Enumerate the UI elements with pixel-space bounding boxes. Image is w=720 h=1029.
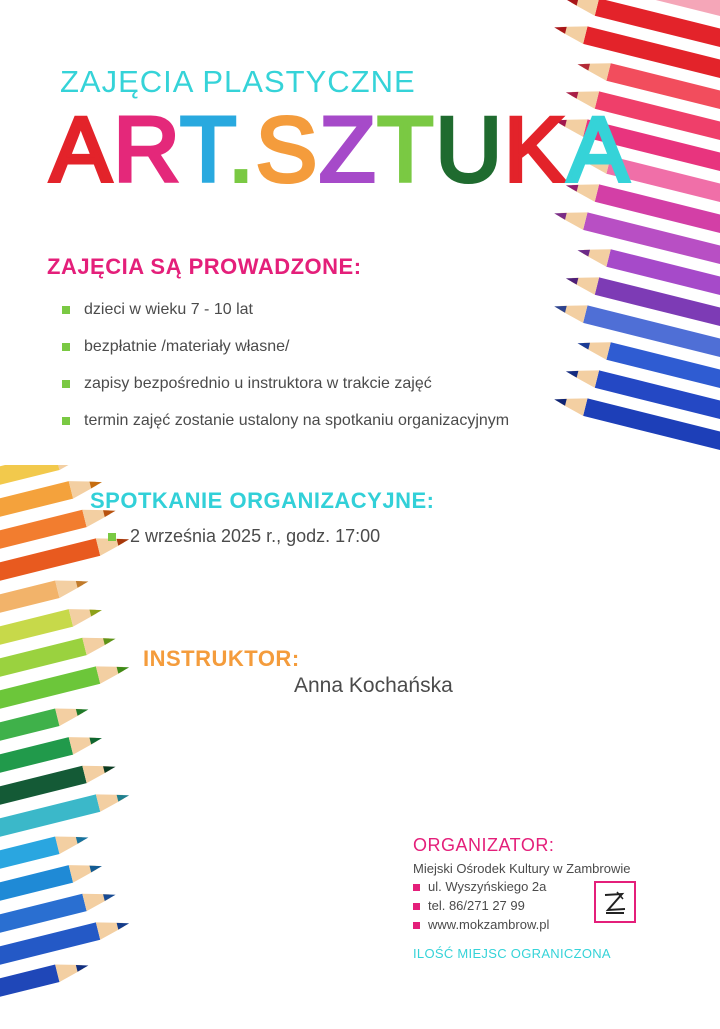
title-letter: Z bbox=[319, 99, 378, 201]
organizer-heading: ORGANIZATOR: bbox=[413, 835, 555, 855]
title-letter: R bbox=[113, 99, 181, 201]
title-letter: U bbox=[435, 99, 504, 201]
bullet-square-icon bbox=[413, 884, 420, 891]
title-letter: T bbox=[180, 99, 229, 201]
title-letter: . bbox=[228, 99, 256, 201]
list-item: zapisy bezpośrednio u instruktora w trakcie zajęć bbox=[62, 374, 509, 411]
title-letter: K bbox=[503, 99, 568, 201]
main-title bbox=[50, 99, 631, 201]
contact-phone: tel. 86/271 27 99 bbox=[413, 897, 549, 916]
mok-logo-icon bbox=[594, 881, 636, 923]
pencils-top-right-icon bbox=[540, 0, 720, 470]
bullet-square-icon bbox=[62, 417, 70, 425]
meeting-date: 2 września 2025 r., godz. 17:00 bbox=[108, 526, 380, 547]
details-heading: ZAJĘCIA SĄ PROWADZONE: bbox=[47, 254, 362, 279]
organizer-contacts bbox=[413, 878, 549, 935]
bullet-square-icon bbox=[108, 533, 116, 541]
bullet-square-icon bbox=[62, 343, 70, 351]
pencil-icon bbox=[0, 957, 91, 1004]
bullet-square-icon bbox=[413, 922, 420, 929]
contact-website[interactable]: www.mokzambrow.pl bbox=[413, 916, 549, 935]
limited-seats-note: ILOŚĆ MIEJSC OGRANICZONA bbox=[413, 946, 611, 961]
title-letter: A bbox=[50, 99, 114, 201]
organizer-name: Miejski Ośrodek Kultury w Zambrowie bbox=[413, 861, 631, 876]
instructor-name: Anna Kochańska bbox=[294, 674, 453, 697]
title-letter: S bbox=[255, 99, 320, 201]
meeting-heading: SPOTKANIE ORGANIZACYJNE: bbox=[90, 488, 435, 513]
list-item: termin zajęć zostanie ustalony na spotkaniu organizacyjnym bbox=[62, 411, 509, 448]
instructor-heading: INSTRUKTOR: bbox=[143, 646, 300, 671]
list-item: bezpłatnie /materiały własne/ bbox=[62, 337, 509, 374]
title-letter: T bbox=[377, 99, 436, 201]
bullet-square-icon bbox=[413, 903, 420, 910]
subtitle: ZAJĘCIA PLASTYCZNE bbox=[60, 64, 416, 99]
title-letter: A bbox=[567, 99, 631, 201]
bullet-square-icon bbox=[62, 306, 70, 314]
bullet-square-icon bbox=[62, 380, 70, 388]
contact-address: ul. Wyszyńskiego 2a bbox=[413, 878, 549, 897]
list-item: dzieci w wieku 7 - 10 lat bbox=[62, 300, 509, 337]
details-list bbox=[62, 300, 509, 448]
pencils-bottom-left-icon bbox=[0, 465, 210, 1024]
